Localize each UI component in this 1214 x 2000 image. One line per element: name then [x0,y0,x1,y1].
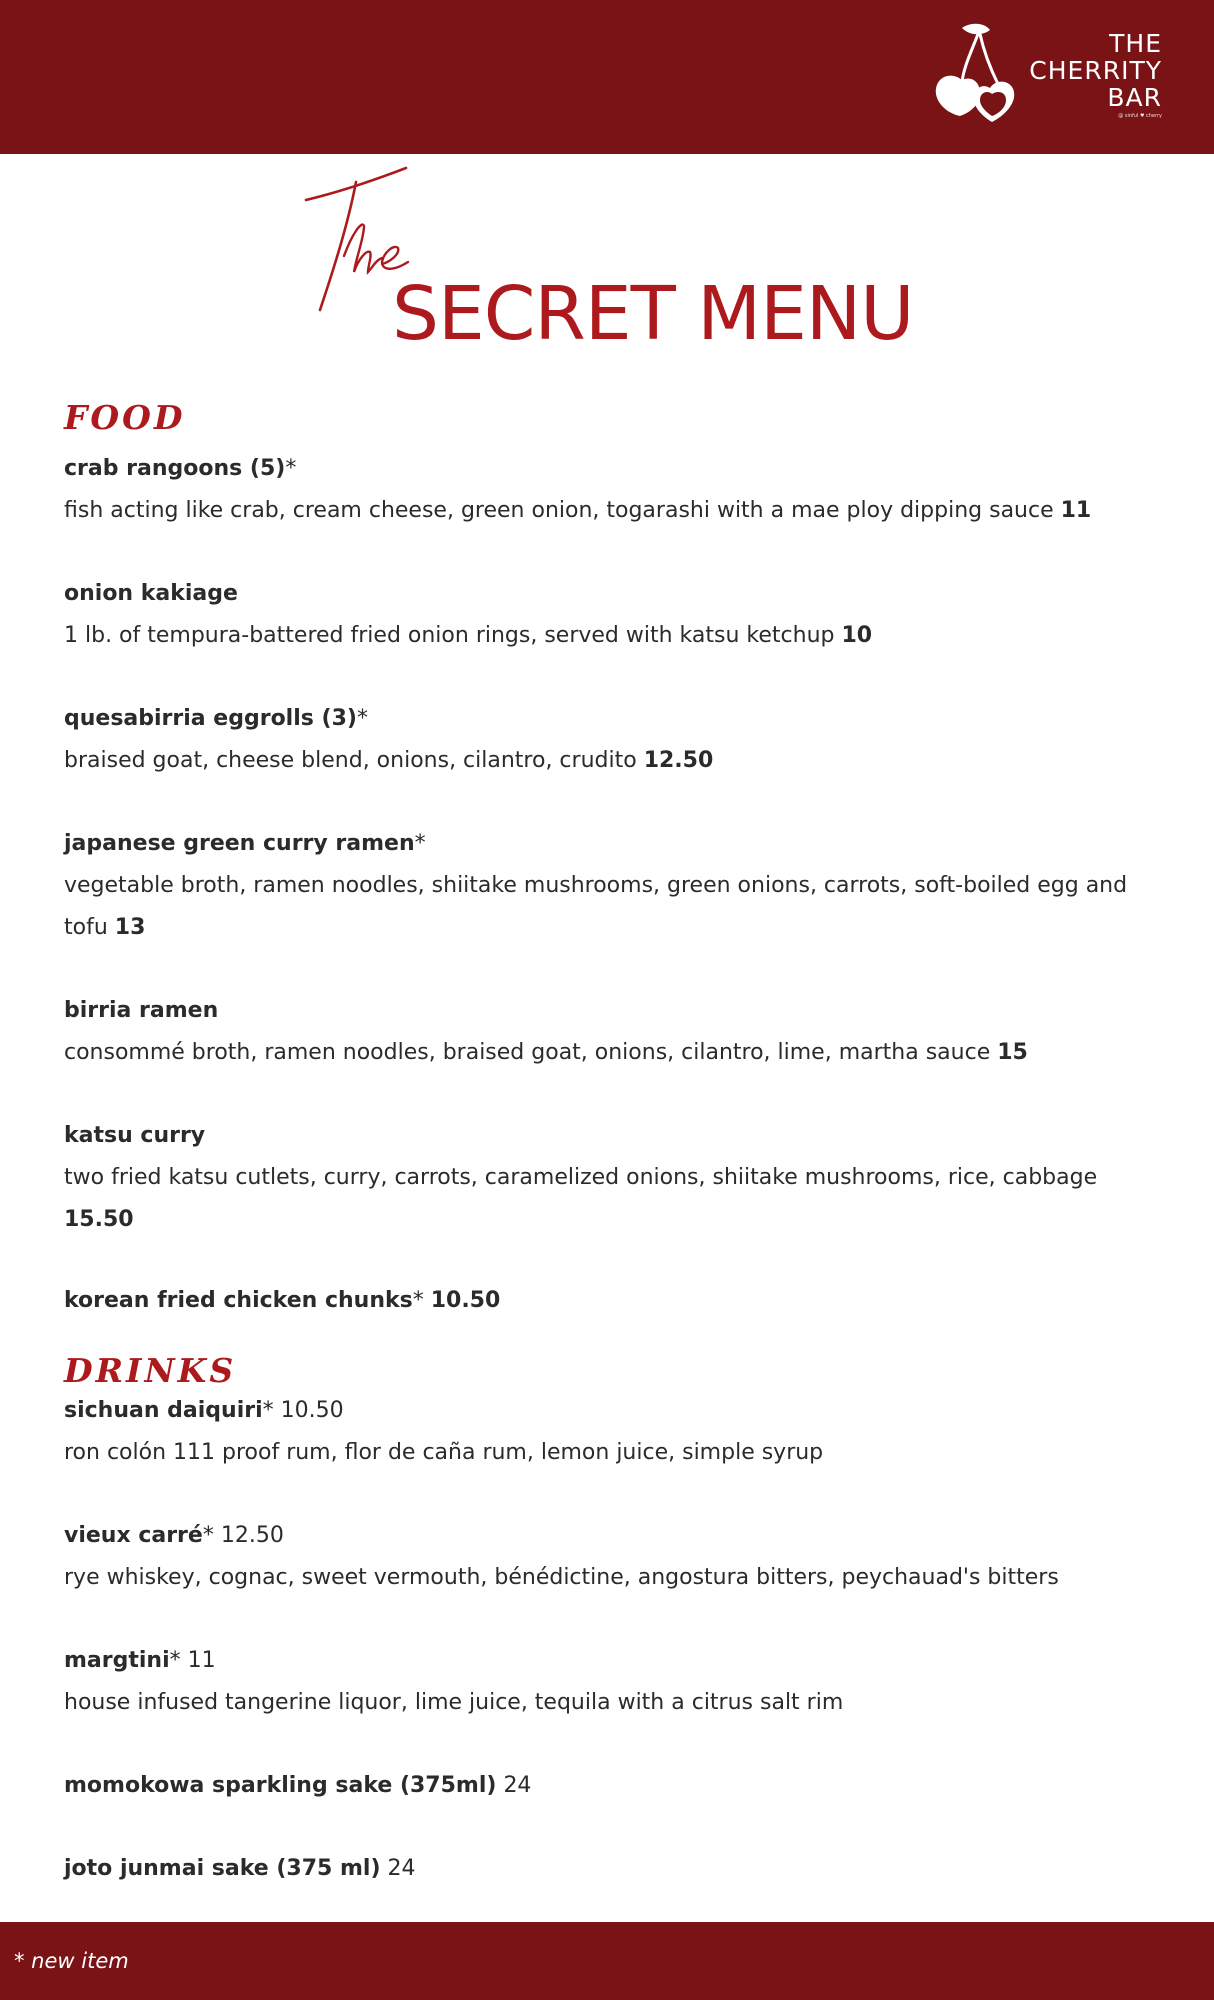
drink-description: house infused tangerine liquor, lime juice, tequila with a citrus salt rim [64,1690,844,1715]
drink-name: sichuan daiquiri [64,1398,263,1423]
drink-item [64,1515,1164,1599]
section-heading-food: FOOD [64,398,186,437]
drink-item [64,1765,1164,1807]
menu-item [64,698,1164,782]
new-item-mark: * [169,1648,181,1673]
brand-name-line1: THE [1109,29,1162,58]
item-price: 13 [114,915,146,940]
drink-price: 12.50 [220,1523,284,1548]
drink-name: vieux carré [64,1523,203,1548]
new-item-mark: * [414,831,426,856]
drink-description: rye whiskey, cognac, sweet vermouth, bénédictine, angostura bitters, peychauad's bitters [64,1565,1059,1590]
drink-price: 24 [503,1773,532,1798]
new-item-mark: * [356,706,368,731]
item-price: 10 [841,623,873,648]
brand-name-line3: BAR [1107,83,1162,112]
menu-item [64,448,1164,532]
drink-name: margtini [64,1648,170,1673]
menu-item [64,990,1164,1074]
drink-name: momokowa sparkling sake (375ml) [64,1773,497,1798]
item-description: vegetable broth, ramen noodles, shiitake mushrooms, green onions, carrots, soft-boiled egg and tofu [64,873,1128,940]
brand-name-line2: CHERRITY [1029,56,1162,85]
item-description: consommé broth, ramen noodles, braised goat, onions, cilantro, lime, martha sauce [64,1040,991,1065]
item-description: 1 lb. of tempura-battered fried onion rings, served with katsu ketchup [64,623,835,648]
drink-price: 24 [387,1856,416,1881]
menu-item [64,823,1164,949]
footnote-new-item: * new item [14,1949,129,1973]
item-description: fish acting like crab, cream cheese, green onion, togarashi with a mae ploy dipping sauce [64,498,1054,523]
section-heading-drinks: DRINKS [64,1351,237,1390]
item-price: 12.50 [643,748,714,773]
item-name: onion kakiage [64,581,238,606]
drink-item [64,1390,1164,1474]
drink-price: 10.50 [280,1398,344,1423]
drink-description: ron colón 111 proof rum, flor de caña rum, lemon juice, simple syrup [64,1440,824,1465]
new-item-mark: * [412,1288,424,1313]
item-name: quesabirria eggrolls (3) [64,706,357,731]
drink-item [64,1848,1164,1890]
brand-name [1012,30,1162,111]
brand-subtext: @ sinful ♥ cherry [1118,113,1162,119]
item-name: korean fried chicken chunks [64,1288,413,1313]
menu-item [64,1115,1164,1241]
item-description: braised goat, cheese blend, onions, cilantro, crudito [64,748,637,773]
item-name: birria ramen [64,998,219,1023]
item-description: two fried katsu cutlets, curry, carrots, caramelized onions, shiitake mushrooms, rice, cabbage [64,1165,1098,1190]
drink-price: 11 [187,1648,216,1673]
menu-item [64,573,1164,657]
item-name: katsu curry [64,1123,206,1148]
new-item-mark: * [262,1398,274,1423]
item-price: 15.50 [64,1207,134,1232]
item-name: japanese green curry ramen [64,831,415,856]
new-item-mark: * [285,456,297,481]
drink-name: joto junmai sake (375 ml) [64,1856,381,1881]
item-price: 11 [1060,498,1092,523]
cherry-logo-icon [932,22,1022,126]
page-title: SECRET MENU [392,271,914,357]
item-price: 15 [997,1040,1028,1065]
item-price: 10.50 [430,1288,501,1313]
drink-item [64,1640,1164,1724]
new-item-mark: * [202,1523,214,1548]
menu-item [64,1280,1164,1322]
brand-logo [932,22,1172,132]
item-name: crab rangoons (5) [64,456,286,481]
footer-band [0,1922,1214,2000]
